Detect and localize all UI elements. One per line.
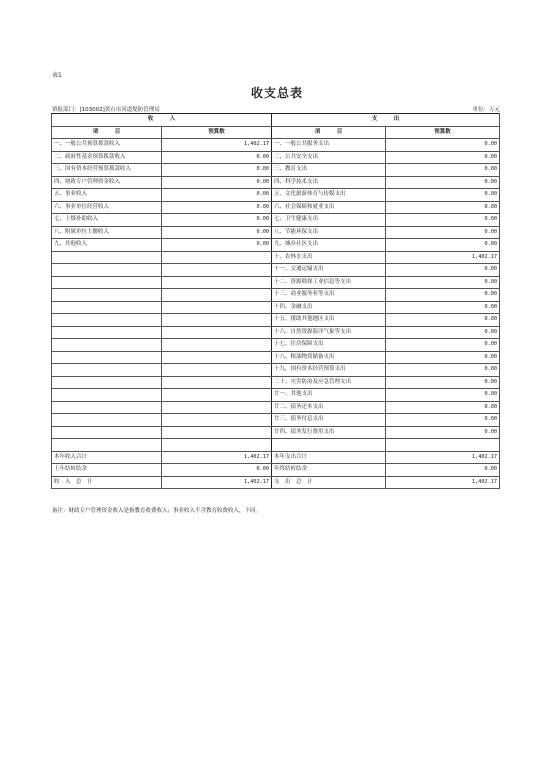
expense-value: 0.00	[386, 314, 500, 327]
income-value: 0.00	[162, 189, 272, 202]
table-row	[52, 439, 500, 452]
expense-item: 十二、资源勘探工业信息等支出	[272, 276, 386, 289]
summary-row	[52, 451, 500, 464]
table-row	[52, 201, 500, 214]
income-value	[162, 426, 272, 439]
expense-item: 廿三、债务付息支出	[272, 414, 386, 427]
income-value: 0.00	[162, 176, 272, 189]
expense-item: 十一、交通运输支出	[272, 264, 386, 277]
expense-item: 廿一、其他支出	[272, 389, 386, 402]
expense-budget-header: 预算数	[386, 126, 500, 139]
expense-item: 十四、金融支出	[272, 301, 386, 314]
expense-value: 0.00	[386, 339, 500, 352]
income-item: 三、国有资本经营预算拨款收入	[52, 164, 162, 177]
expense-item: 三、教育支出	[272, 164, 386, 177]
expense-value: 0.00	[386, 276, 500, 289]
income-item	[52, 364, 162, 377]
table-row	[52, 364, 500, 377]
income-item	[52, 251, 162, 264]
expense-item: 十、农林水支出	[272, 251, 386, 264]
empty-cell	[162, 439, 272, 452]
income-item	[52, 414, 162, 427]
expense-value: 0.00	[386, 414, 500, 427]
table-row	[52, 389, 500, 402]
expense-value: 0.00	[386, 351, 500, 364]
expense-item: 十五、援助其他地区支出	[272, 314, 386, 327]
currency-unit: 单位：万元	[472, 107, 500, 113]
summary-income-label: 本年收入合计	[52, 451, 162, 464]
summary-income-label: 收 入 总 计	[52, 476, 162, 489]
income-value	[162, 351, 272, 364]
expense-value: 0.00	[386, 364, 500, 377]
income-value	[162, 276, 272, 289]
income-item	[52, 389, 162, 402]
income-item: 六、事业单位经营收入	[52, 201, 162, 214]
expense-value: 0.00	[386, 201, 500, 214]
expense-value: 0.00	[386, 389, 500, 402]
income-value	[162, 376, 272, 389]
expense-value: 0.00	[386, 401, 500, 414]
table-row	[52, 351, 500, 364]
summary-income-value: 1,402.17	[162, 451, 272, 464]
income-value	[162, 251, 272, 264]
table-row	[52, 164, 500, 177]
income-item	[52, 426, 162, 439]
income-value: 0.00	[162, 226, 272, 239]
page-title: 收支总表	[250, 86, 303, 100]
table-row	[52, 276, 500, 289]
income-section-header: 收 入	[52, 114, 272, 127]
expense-value: 0.00	[386, 426, 500, 439]
table-row	[52, 214, 500, 227]
reporting-unit: 填报部门：[103002]黄石市河道堤防管理局	[52, 107, 160, 113]
expense-item: 十九、国有资本经营预算支出	[272, 364, 386, 377]
income-value	[162, 314, 272, 327]
expense-value: 0.00	[386, 264, 500, 277]
income-value	[162, 339, 272, 352]
income-item: 四、财政专户管理资金收入	[52, 176, 162, 189]
expense-item: 二十、灾害防治及应急管理支出	[272, 376, 386, 389]
income-item: 二、政府性基金预算拨款收入	[52, 151, 162, 164]
income-value	[162, 264, 272, 277]
income-value	[162, 289, 272, 302]
income-item	[52, 401, 162, 414]
expense-value: 0.00	[386, 214, 500, 227]
expense-value: 0.00	[386, 139, 500, 152]
income-item	[52, 351, 162, 364]
table-row	[52, 414, 500, 427]
income-value: 0.00	[162, 214, 272, 227]
income-item: 七、上级补助收入	[52, 214, 162, 227]
table-row	[52, 301, 500, 314]
expense-value: 0.00	[386, 376, 500, 389]
income-item	[52, 326, 162, 339]
income-value: 1,402.17	[162, 139, 272, 152]
income-item	[52, 314, 162, 327]
income-value	[162, 414, 272, 427]
expense-item: 二、公共安全支出	[272, 151, 386, 164]
expense-item: 十三、商业服务业等支出	[272, 289, 386, 302]
summary-row	[52, 464, 500, 477]
column-header-row	[52, 126, 500, 139]
expense-item: 八、节能环保支出	[272, 226, 386, 239]
expense-section-header: 支 出	[272, 114, 500, 127]
table-row	[52, 139, 500, 152]
budget-summary-table	[51, 113, 500, 489]
income-item	[52, 264, 162, 277]
table-row	[52, 426, 500, 439]
summary-income-label: 上年结转结余	[52, 464, 162, 477]
expense-value: 0.00	[386, 326, 500, 339]
expense-item: 十七、住房保障支出	[272, 339, 386, 352]
expense-value: 0.00	[386, 164, 500, 177]
summary-income-value: 1,402.17	[162, 476, 272, 489]
expense-item: 七、卫生健康支出	[272, 214, 386, 227]
expense-item: 廿四、债务发行费用支出	[272, 426, 386, 439]
expense-item: 五、文化旅游体育与传媒支出	[272, 189, 386, 202]
summary-expense-label: 支 出 总 计	[272, 476, 386, 489]
table-row	[52, 264, 500, 277]
income-value	[162, 326, 272, 339]
table-row	[52, 176, 500, 189]
table-row	[52, 189, 500, 202]
income-item: 一、一般公共预算拨款收入	[52, 139, 162, 152]
expense-value: 0.00	[386, 239, 500, 252]
expense-item: 十八、粮油物资储备支出	[272, 351, 386, 364]
table-row	[52, 314, 500, 327]
income-item	[52, 289, 162, 302]
income-value: 0.00	[162, 151, 272, 164]
income-value	[162, 401, 272, 414]
income-value	[162, 301, 272, 314]
income-item: 八、附属单位上缴收入	[52, 226, 162, 239]
income-value: 0.00	[162, 239, 272, 252]
income-value: 0.00	[162, 164, 272, 177]
expense-item: 十六、自然资源海洋气象等支出	[272, 326, 386, 339]
income-budget-header: 预算数	[162, 126, 272, 139]
expense-value: 0.00	[386, 289, 500, 302]
expense-item: 廿二、债务还本支出	[272, 401, 386, 414]
summary-expense-label: 年终结转结余	[272, 464, 386, 477]
expense-value: 1,402.17	[386, 251, 500, 264]
empty-cell	[272, 439, 386, 452]
expense-value: 0.00	[386, 176, 500, 189]
table-row	[52, 251, 500, 264]
footnote: 备注：财政专户管理资金收入是指教育收费收入；事业收入不含教育收费收入，下同。	[52, 508, 262, 514]
summary-expense-value: 1,402.17	[386, 451, 500, 464]
table-row	[52, 289, 500, 302]
table-row	[52, 239, 500, 252]
summary-row	[52, 476, 500, 489]
expense-item: 一、一般公共服务支出	[272, 139, 386, 152]
income-item	[52, 376, 162, 389]
section-header-row	[52, 114, 500, 127]
summary-expense-value: 0.00	[386, 464, 500, 477]
table-row	[52, 401, 500, 414]
expense-value: 0.00	[386, 226, 500, 239]
expense-value: 0.00	[386, 301, 500, 314]
summary-income-value: 0.00	[162, 464, 272, 477]
expense-value: 0.00	[386, 189, 500, 202]
income-item: 五、事业收入	[52, 189, 162, 202]
table-row	[52, 226, 500, 239]
expense-item: 六、社会保障和就业支出	[272, 201, 386, 214]
empty-cell	[386, 439, 500, 452]
income-item	[52, 301, 162, 314]
income-item	[52, 276, 162, 289]
income-value: 0.00	[162, 201, 272, 214]
income-value	[162, 364, 272, 377]
empty-cell	[52, 439, 162, 452]
summary-expense-value: 1,402.17	[386, 476, 500, 489]
expense-item: 九、城乡社区支出	[272, 239, 386, 252]
table-row	[52, 151, 500, 164]
income-item: 九、其他收入	[52, 239, 162, 252]
table-row	[52, 326, 500, 339]
table-number: 表1	[52, 72, 62, 79]
table-row	[52, 376, 500, 389]
expense-item: 四、科学技术支出	[272, 176, 386, 189]
expense-item-header: 项 目	[272, 126, 386, 139]
table-row	[52, 339, 500, 352]
expense-value: 0.00	[386, 151, 500, 164]
summary-expense-label: 本年支出合计	[272, 451, 386, 464]
income-value	[162, 389, 272, 402]
income-item-header: 项 目	[52, 126, 162, 139]
income-item	[52, 339, 162, 352]
